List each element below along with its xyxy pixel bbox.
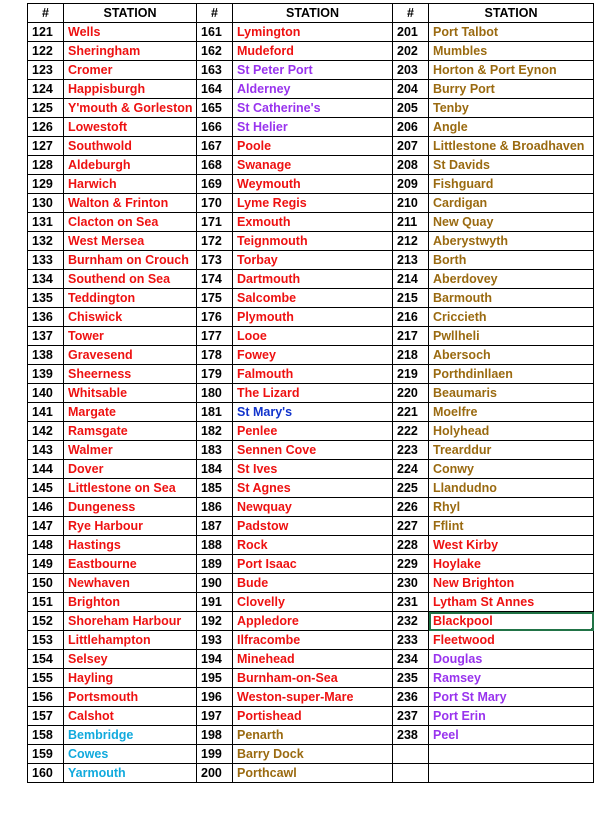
station-name-cell[interactable]: Gravesend bbox=[64, 346, 197, 365]
station-number-cell[interactable]: 216 bbox=[393, 308, 429, 327]
station-number-cell[interactable]: 136 bbox=[28, 308, 64, 327]
station-number-cell[interactable] bbox=[393, 764, 429, 783]
station-number-cell[interactable]: 234 bbox=[393, 650, 429, 669]
station-name-cell[interactable]: Teddington bbox=[64, 289, 197, 308]
station-number-cell[interactable]: 206 bbox=[393, 118, 429, 137]
station-name-cell[interactable]: Newhaven bbox=[64, 574, 197, 593]
station-number-cell[interactable]: 220 bbox=[393, 384, 429, 403]
station-name-cell[interactable]: St Helier bbox=[233, 118, 393, 137]
station-name-cell[interactable]: Hastings bbox=[64, 536, 197, 555]
station-number-cell[interactable]: 189 bbox=[197, 555, 233, 574]
station-number-cell[interactable]: 238 bbox=[393, 726, 429, 745]
station-name-cell[interactable]: Weston-super-Mare bbox=[233, 688, 393, 707]
station-name-cell[interactable]: Littlestone & Broadhaven bbox=[429, 137, 594, 156]
station-number-cell[interactable]: 161 bbox=[197, 23, 233, 42]
header-number-2[interactable]: # bbox=[197, 4, 233, 23]
station-name-cell[interactable]: Southwold bbox=[64, 137, 197, 156]
station-number-cell[interactable]: 193 bbox=[197, 631, 233, 650]
station-number-cell[interactable]: 126 bbox=[28, 118, 64, 137]
station-number-cell[interactable]: 225 bbox=[393, 479, 429, 498]
table-row bbox=[28, 650, 594, 669]
station-number-cell[interactable]: 221 bbox=[393, 403, 429, 422]
station-name-cell[interactable]: Cardigan bbox=[429, 194, 594, 213]
station-number-cell[interactable]: 181 bbox=[197, 403, 233, 422]
station-name-cell[interactable]: Holyhead bbox=[429, 422, 594, 441]
station-number-cell[interactable]: 142 bbox=[28, 422, 64, 441]
station-number-cell[interactable]: 122 bbox=[28, 42, 64, 61]
station-name-cell[interactable]: Aberdovey bbox=[429, 270, 594, 289]
table-row bbox=[28, 308, 594, 327]
station-number-cell[interactable]: 207 bbox=[393, 137, 429, 156]
station-number-cell[interactable]: 192 bbox=[197, 612, 233, 631]
station-number-cell[interactable]: 191 bbox=[197, 593, 233, 612]
station-name-cell[interactable]: Rye Harbour bbox=[64, 517, 197, 536]
station-number-cell[interactable]: 185 bbox=[197, 479, 233, 498]
station-number-cell[interactable]: 230 bbox=[393, 574, 429, 593]
station-name-cell[interactable]: Harwich bbox=[64, 175, 197, 194]
station-name-cell[interactable]: Y'mouth & Gorleston bbox=[64, 99, 197, 118]
station-name-cell[interactable]: Fishguard bbox=[429, 175, 594, 194]
station-name-cell[interactable]: Newquay bbox=[233, 498, 393, 517]
table-row bbox=[28, 232, 594, 251]
station-number-cell[interactable]: 190 bbox=[197, 574, 233, 593]
station-name-cell[interactable]: Yarmouth bbox=[64, 764, 197, 783]
station-name-cell[interactable]: Trearddur bbox=[429, 441, 594, 460]
table-row bbox=[28, 175, 594, 194]
table-row bbox=[28, 42, 594, 61]
station-number-cell[interactable]: 135 bbox=[28, 289, 64, 308]
header-station-3[interactable]: STATION bbox=[429, 4, 594, 23]
station-name-cell[interactable]: Looe bbox=[233, 327, 393, 346]
station-name-cell[interactable]: Alderney bbox=[233, 80, 393, 99]
station-name-cell[interactable]: Padstow bbox=[233, 517, 393, 536]
station-name-cell[interactable]: Dungeness bbox=[64, 498, 197, 517]
station-name-cell[interactable]: New Quay bbox=[429, 213, 594, 232]
station-name-cell[interactable]: West Kirby bbox=[429, 536, 594, 555]
station-name-cell[interactable]: Plymouth bbox=[233, 308, 393, 327]
station-number-cell[interactable]: 157 bbox=[28, 707, 64, 726]
station-number-cell[interactable]: 227 bbox=[393, 517, 429, 536]
station-name-cell[interactable]: West Mersea bbox=[64, 232, 197, 251]
station-name-cell[interactable]: Chiswick bbox=[64, 308, 197, 327]
station-name-cell[interactable]: Clovelly bbox=[233, 593, 393, 612]
station-number-cell[interactable]: 168 bbox=[197, 156, 233, 175]
station-name-cell[interactable]: Aberystwyth bbox=[429, 232, 594, 251]
station-name-cell[interactable]: Torbay bbox=[233, 251, 393, 270]
station-name-cell[interactable]: Mumbles bbox=[429, 42, 594, 61]
table-row bbox=[28, 612, 594, 631]
station-number-cell[interactable]: 160 bbox=[28, 764, 64, 783]
station-number-cell[interactable]: 215 bbox=[393, 289, 429, 308]
station-name-cell[interactable]: New Brighton bbox=[429, 574, 594, 593]
table-row bbox=[28, 574, 594, 593]
station-name-cell[interactable]: Tower bbox=[64, 327, 197, 346]
station-number-cell[interactable]: 176 bbox=[197, 308, 233, 327]
station-name-cell[interactable]: Sheerness bbox=[64, 365, 197, 384]
station-number-cell[interactable]: 183 bbox=[197, 441, 233, 460]
station-name-cell[interactable]: Angle bbox=[429, 118, 594, 137]
station-name-cell[interactable]: Southend on Sea bbox=[64, 270, 197, 289]
table-row bbox=[28, 384, 594, 403]
station-name-cell[interactable]: Port Talbot bbox=[429, 23, 594, 42]
table-row bbox=[28, 403, 594, 422]
station-name-cell[interactable]: Littlehampton bbox=[64, 631, 197, 650]
station-name-cell[interactable]: Conwy bbox=[429, 460, 594, 479]
table-row bbox=[28, 460, 594, 479]
station-name-cell[interactable]: Tenby bbox=[429, 99, 594, 118]
station-name-cell[interactable]: Sennen Cove bbox=[233, 441, 393, 460]
station-name-cell[interactable]: Whitsable bbox=[64, 384, 197, 403]
table-row bbox=[28, 593, 594, 612]
station-name-cell[interactable]: Port Isaac bbox=[233, 555, 393, 574]
station-number-cell[interactable]: 164 bbox=[197, 80, 233, 99]
station-name-cell[interactable]: Portsmouth bbox=[64, 688, 197, 707]
station-name-cell[interactable]: St Peter Port bbox=[233, 61, 393, 80]
station-number-cell[interactable]: 143 bbox=[28, 441, 64, 460]
station-number-cell[interactable]: 154 bbox=[28, 650, 64, 669]
station-name-cell[interactable]: Penlee bbox=[233, 422, 393, 441]
table-row bbox=[28, 707, 594, 726]
station-number-cell[interactable]: 127 bbox=[28, 137, 64, 156]
station-name-cell[interactable]: Beaumaris bbox=[429, 384, 594, 403]
table-row bbox=[28, 213, 594, 232]
table-row bbox=[28, 118, 594, 137]
table-row bbox=[28, 479, 594, 498]
table-row bbox=[28, 346, 594, 365]
station-name-cell[interactable]: Wells bbox=[64, 23, 197, 42]
station-number-cell[interactable]: 213 bbox=[393, 251, 429, 270]
station-name-cell[interactable]: Happisburgh bbox=[64, 80, 197, 99]
table-row bbox=[28, 251, 594, 270]
station-name-cell[interactable]: Littlestone on Sea bbox=[64, 479, 197, 498]
station-number-cell[interactable]: 236 bbox=[393, 688, 429, 707]
table-row bbox=[28, 156, 594, 175]
station-number-cell[interactable]: 151 bbox=[28, 593, 64, 612]
station-number-cell[interactable]: 186 bbox=[197, 498, 233, 517]
station-name-cell[interactable]: Fowey bbox=[233, 346, 393, 365]
station-number-cell[interactable]: 167 bbox=[197, 137, 233, 156]
station-number-cell[interactable]: 231 bbox=[393, 593, 429, 612]
station-number-cell[interactable]: 123 bbox=[28, 61, 64, 80]
station-name-cell[interactable]: Mudeford bbox=[233, 42, 393, 61]
station-name-cell[interactable]: Cromer bbox=[64, 61, 197, 80]
station-number-cell[interactable]: 169 bbox=[197, 175, 233, 194]
table-row bbox=[28, 631, 594, 650]
station-number-cell[interactable]: 133 bbox=[28, 251, 64, 270]
station-name-cell[interactable]: Borth bbox=[429, 251, 594, 270]
station-number-cell[interactable]: 212 bbox=[393, 232, 429, 251]
station-name-cell[interactable]: Exmouth bbox=[233, 213, 393, 232]
station-name-cell[interactable]: Moelfre bbox=[429, 403, 594, 422]
station-name-cell[interactable]: Eastbourne bbox=[64, 555, 197, 574]
station-number-cell[interactable]: 196 bbox=[197, 688, 233, 707]
station-name-cell[interactable]: Portishead bbox=[233, 707, 393, 726]
table-row bbox=[28, 99, 594, 118]
station-name-cell[interactable]: Teignmouth bbox=[233, 232, 393, 251]
station-name-cell[interactable]: Clacton on Sea bbox=[64, 213, 197, 232]
station-number-cell[interactable]: 233 bbox=[393, 631, 429, 650]
table-row bbox=[28, 270, 594, 289]
station-number-cell[interactable]: 146 bbox=[28, 498, 64, 517]
station-number-cell[interactable]: 137 bbox=[28, 327, 64, 346]
station-number-cell[interactable]: 179 bbox=[197, 365, 233, 384]
header-number-3[interactable]: # bbox=[393, 4, 429, 23]
station-name-cell[interactable]: Lytham St Annes bbox=[429, 593, 594, 612]
station-name-cell[interactable]: Weymouth bbox=[233, 175, 393, 194]
station-name-cell[interactable]: Margate bbox=[64, 403, 197, 422]
station-number-cell[interactable]: 139 bbox=[28, 365, 64, 384]
station-number-cell[interactable]: 166 bbox=[197, 118, 233, 137]
station-number-cell[interactable]: 130 bbox=[28, 194, 64, 213]
station-number-cell[interactable]: 147 bbox=[28, 517, 64, 536]
station-number-cell[interactable]: 148 bbox=[28, 536, 64, 555]
station-name-cell[interactable]: Hayling bbox=[64, 669, 197, 688]
station-number-cell[interactable]: 149 bbox=[28, 555, 64, 574]
station-name-cell[interactable]: Pwllheli bbox=[429, 327, 594, 346]
station-number-cell[interactable]: 202 bbox=[393, 42, 429, 61]
header-number-1[interactable]: # bbox=[28, 4, 64, 23]
station-number-cell[interactable]: 214 bbox=[393, 270, 429, 289]
station-number-cell[interactable]: 129 bbox=[28, 175, 64, 194]
station-name-cell[interactable]: Peel bbox=[429, 726, 594, 745]
table-row bbox=[28, 23, 594, 42]
station-number-cell[interactable]: 155 bbox=[28, 669, 64, 688]
station-number-cell[interactable]: 152 bbox=[28, 612, 64, 631]
station-number-cell[interactable]: 218 bbox=[393, 346, 429, 365]
station-number-cell[interactable]: 171 bbox=[197, 213, 233, 232]
station-number-cell[interactable]: 208 bbox=[393, 156, 429, 175]
station-name-cell[interactable]: Burry Port bbox=[429, 80, 594, 99]
station-name-cell[interactable]: St Catherine's bbox=[233, 99, 393, 118]
station-name-cell[interactable]: Douglas bbox=[429, 650, 594, 669]
station-name-cell[interactable]: Port St Mary bbox=[429, 688, 594, 707]
station-number-cell[interactable]: 158 bbox=[28, 726, 64, 745]
station-name-cell[interactable] bbox=[429, 745, 594, 764]
station-number-cell[interactable]: 138 bbox=[28, 346, 64, 365]
station-name-cell[interactable]: Ramsgate bbox=[64, 422, 197, 441]
station-name-cell[interactable]: Cowes bbox=[64, 745, 197, 764]
station-number-cell[interactable]: 145 bbox=[28, 479, 64, 498]
station-number-cell[interactable]: 173 bbox=[197, 251, 233, 270]
station-number-cell[interactable]: 228 bbox=[393, 536, 429, 555]
station-number-cell[interactable]: 209 bbox=[393, 175, 429, 194]
station-name-cell[interactable]: Brighton bbox=[64, 593, 197, 612]
station-number-cell[interactable]: 121 bbox=[28, 23, 64, 42]
station-name-cell[interactable]: Selsey bbox=[64, 650, 197, 669]
table-row bbox=[28, 745, 594, 764]
station-number-cell[interactable]: 156 bbox=[28, 688, 64, 707]
station-name-cell[interactable]: Dartmouth bbox=[233, 270, 393, 289]
station-name-cell[interactable]: Sheringham bbox=[64, 42, 197, 61]
station-name-cell[interactable]: Burnham-on-Sea bbox=[233, 669, 393, 688]
station-number-cell[interactable]: 174 bbox=[197, 270, 233, 289]
station-number-cell[interactable]: 235 bbox=[393, 669, 429, 688]
station-number-cell[interactable]: 197 bbox=[197, 707, 233, 726]
station-name-cell[interactable]: Barry Dock bbox=[233, 745, 393, 764]
station-number-cell[interactable]: 199 bbox=[197, 745, 233, 764]
station-number-cell[interactable]: 125 bbox=[28, 99, 64, 118]
station-name-cell[interactable]: The Lizard bbox=[233, 384, 393, 403]
station-number-cell[interactable]: 140 bbox=[28, 384, 64, 403]
station-number-cell[interactable]: 188 bbox=[197, 536, 233, 555]
station-number-cell[interactable]: 195 bbox=[197, 669, 233, 688]
station-number-cell[interactable]: 159 bbox=[28, 745, 64, 764]
station-name-cell[interactable]: Porthdinllaen bbox=[429, 365, 594, 384]
station-number-cell[interactable]: 194 bbox=[197, 650, 233, 669]
station-number-cell[interactable]: 172 bbox=[197, 232, 233, 251]
station-name-cell[interactable] bbox=[429, 764, 594, 783]
station-number-cell[interactable]: 124 bbox=[28, 80, 64, 99]
station-number-cell[interactable]: 153 bbox=[28, 631, 64, 650]
station-number-cell[interactable]: 219 bbox=[393, 365, 429, 384]
header-row bbox=[28, 4, 594, 23]
station-number-cell[interactable]: 200 bbox=[197, 764, 233, 783]
station-number-cell[interactable]: 128 bbox=[28, 156, 64, 175]
station-number-cell[interactable]: 144 bbox=[28, 460, 64, 479]
station-name-cell[interactable]: Criccieth bbox=[429, 308, 594, 327]
station-name-cell[interactable]: Poole bbox=[233, 137, 393, 156]
station-number-cell[interactable]: 201 bbox=[393, 23, 429, 42]
station-name-cell[interactable]: Ilfracombe bbox=[233, 631, 393, 650]
station-number-cell[interactable]: 150 bbox=[28, 574, 64, 593]
station-number-cell[interactable]: 184 bbox=[197, 460, 233, 479]
table-row bbox=[28, 517, 594, 536]
station-number-cell[interactable]: 180 bbox=[197, 384, 233, 403]
station-name-cell[interactable]: Lowestoft bbox=[64, 118, 197, 137]
header-station-2[interactable]: STATION bbox=[233, 4, 393, 23]
table-row bbox=[28, 441, 594, 460]
station-name-cell[interactable]: Aldeburgh bbox=[64, 156, 197, 175]
station-number-cell[interactable]: 163 bbox=[197, 61, 233, 80]
station-number-cell[interactable]: 134 bbox=[28, 270, 64, 289]
station-name-cell[interactable]: Ramsey bbox=[429, 669, 594, 688]
station-name-cell[interactable]: Lymington bbox=[233, 23, 393, 42]
station-name-cell[interactable]: St Davids bbox=[429, 156, 594, 175]
station-number-cell[interactable]: 178 bbox=[197, 346, 233, 365]
station-number-cell[interactable]: 141 bbox=[28, 403, 64, 422]
table-row bbox=[28, 194, 594, 213]
station-number-cell[interactable]: 203 bbox=[393, 61, 429, 80]
station-name-cell[interactable]: Llandudno bbox=[429, 479, 594, 498]
station-name-cell[interactable]: St Ives bbox=[233, 460, 393, 479]
station-number-cell[interactable]: 187 bbox=[197, 517, 233, 536]
station-number-cell[interactable]: 170 bbox=[197, 194, 233, 213]
table-row bbox=[28, 327, 594, 346]
header-station-1[interactable]: STATION bbox=[64, 4, 197, 23]
table-row bbox=[28, 726, 594, 745]
station-name-cell[interactable]: Dover bbox=[64, 460, 197, 479]
station-number-cell[interactable]: 210 bbox=[393, 194, 429, 213]
station-number-cell[interactable]: 205 bbox=[393, 99, 429, 118]
table-body bbox=[28, 23, 594, 783]
station-number-cell[interactable]: 177 bbox=[197, 327, 233, 346]
station-name-cell[interactable]: Horton & Port Eynon bbox=[429, 61, 594, 80]
table-row bbox=[28, 498, 594, 517]
station-name-cell[interactable]: St Agnes bbox=[233, 479, 393, 498]
station-number-cell[interactable]: 232 bbox=[393, 612, 429, 631]
station-name-cell[interactable]: Fflint bbox=[429, 517, 594, 536]
station-name-cell[interactable]: Bude bbox=[233, 574, 393, 593]
station-name-cell[interactable]: Falmouth bbox=[233, 365, 393, 384]
station-name-cell[interactable]: Minehead bbox=[233, 650, 393, 669]
station-name-cell[interactable]: Bembridge bbox=[64, 726, 197, 745]
station-number-cell[interactable]: 211 bbox=[393, 213, 429, 232]
station-name-cell[interactable]: Barmouth bbox=[429, 289, 594, 308]
station-name-cell[interactable]: Appledore bbox=[233, 612, 393, 631]
station-number-cell[interactable] bbox=[393, 745, 429, 764]
table-row bbox=[28, 764, 594, 783]
station-number-cell[interactable]: 182 bbox=[197, 422, 233, 441]
station-name-cell[interactable]: St Mary's bbox=[233, 403, 393, 422]
table-row bbox=[28, 365, 594, 384]
station-number-cell[interactable]: 224 bbox=[393, 460, 429, 479]
station-name-cell[interactable]: Porthcawl bbox=[233, 764, 393, 783]
station-number-cell[interactable]: 204 bbox=[393, 80, 429, 99]
station-number-cell[interactable]: 198 bbox=[197, 726, 233, 745]
table-row bbox=[28, 669, 594, 688]
table-row bbox=[28, 555, 594, 574]
station-name-cell[interactable]: Rhyl bbox=[429, 498, 594, 517]
table-row bbox=[28, 422, 594, 441]
table-row bbox=[28, 289, 594, 308]
station-name-cell[interactable]: Shoreham Harbour bbox=[64, 612, 197, 631]
table-row bbox=[28, 137, 594, 156]
stations-table bbox=[27, 3, 594, 783]
station-name-cell[interactable]: Fleetwood bbox=[429, 631, 594, 650]
station-number-cell[interactable]: 175 bbox=[197, 289, 233, 308]
table-row bbox=[28, 688, 594, 707]
station-number-cell[interactable]: 165 bbox=[197, 99, 233, 118]
station-name-cell[interactable]: Burnham on Crouch bbox=[64, 251, 197, 270]
station-number-cell[interactable]: 132 bbox=[28, 232, 64, 251]
station-name-cell[interactable]: Lyme Regis bbox=[233, 194, 393, 213]
station-name-cell[interactable]: Walmer bbox=[64, 441, 197, 460]
station-number-cell[interactable]: 229 bbox=[393, 555, 429, 574]
station-number-cell[interactable]: 226 bbox=[393, 498, 429, 517]
station-name-cell[interactable]: Swanage bbox=[233, 156, 393, 175]
station-name-cell[interactable]: Rock bbox=[233, 536, 393, 555]
station-number-cell[interactable]: 222 bbox=[393, 422, 429, 441]
station-name-cell[interactable]: Salcombe bbox=[233, 289, 393, 308]
station-number-cell[interactable]: 131 bbox=[28, 213, 64, 232]
station-name-cell[interactable]: Penarth bbox=[233, 726, 393, 745]
station-number-cell[interactable]: 237 bbox=[393, 707, 429, 726]
table-row bbox=[28, 80, 594, 99]
station-number-cell[interactable]: 217 bbox=[393, 327, 429, 346]
station-name-cell[interactable]: Blackpool bbox=[429, 612, 594, 631]
station-name-cell[interactable]: Abersoch bbox=[429, 346, 594, 365]
station-name-cell[interactable]: Calshot bbox=[64, 707, 197, 726]
station-number-cell[interactable]: 223 bbox=[393, 441, 429, 460]
station-number-cell[interactable]: 162 bbox=[197, 42, 233, 61]
table-row bbox=[28, 536, 594, 555]
station-name-cell[interactable]: Port Erin bbox=[429, 707, 594, 726]
table-row bbox=[28, 61, 594, 80]
station-name-cell[interactable]: Walton & Frinton bbox=[64, 194, 197, 213]
station-name-cell[interactable]: Hoylake bbox=[429, 555, 594, 574]
